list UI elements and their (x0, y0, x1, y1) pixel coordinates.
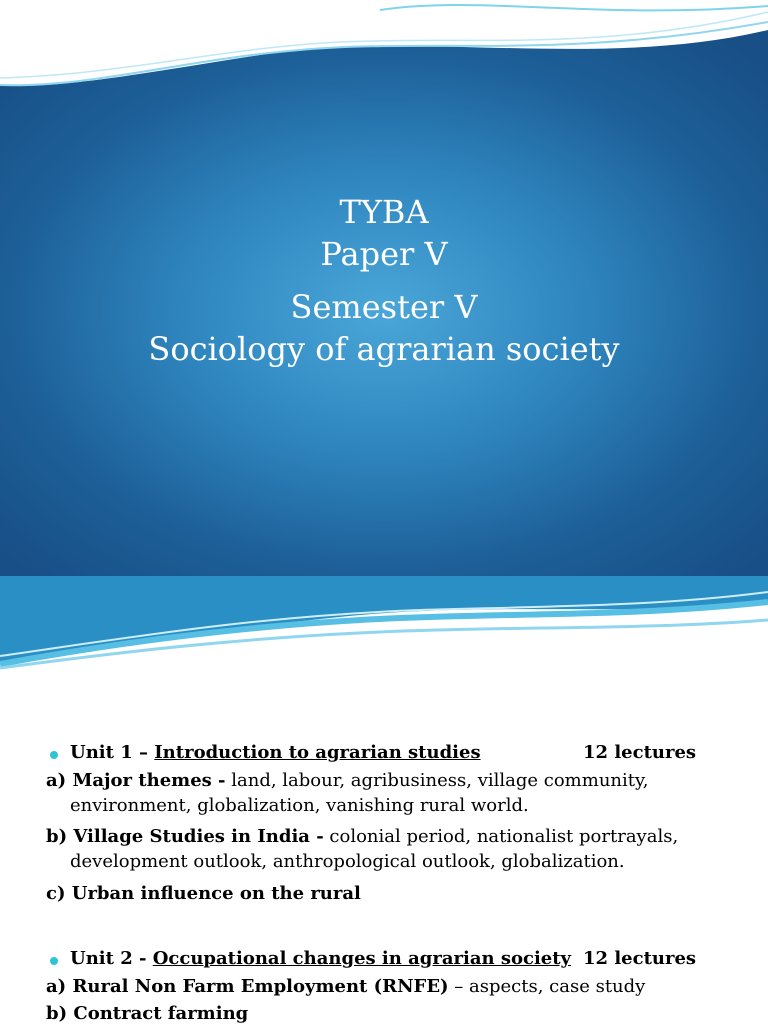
unit1-title: Introduction to agrarian studies (154, 742, 481, 763)
title-group (0, 193, 768, 368)
unit2-heading (70, 948, 571, 969)
wave-decoration-top (0, 0, 768, 90)
unit1-lectures: 12 lectures (583, 742, 697, 763)
title-line-1: TYBA (339, 193, 429, 231)
unit1-item-a-continued: environment, globalization, vanishing rural world. (70, 795, 529, 816)
unit2-lectures: 12 lectures (583, 948, 697, 969)
bullet-icon (50, 957, 58, 965)
unit2-prefix: Unit 2 - (70, 948, 153, 969)
unit2-title: Occupational changes in agrarian society (152, 948, 572, 969)
subtitle-line-2: Sociology of agrarian society (148, 329, 620, 368)
unit1-item-c: c) Urban influence on the rural (46, 883, 361, 904)
unit1-item-a: a) Major themes - land, labour, agribusiness, village community, (46, 770, 649, 791)
unit2-item-b: b) Contract farming (46, 1003, 249, 1024)
subtitle-line-1: Semester V (290, 288, 478, 327)
content-slide (0, 576, 768, 1024)
unit1-prefix: Unit 1 – (70, 742, 155, 763)
unit1-heading (70, 742, 481, 763)
unit1-item-b-continued: development outlook, anthropological outlook, globalization. (70, 851, 625, 872)
title-line-2: Paper V (320, 234, 448, 273)
unit1-item-b: b) Village Studies in India - colonial period, nationalist portrayals, (46, 826, 679, 847)
unit2-item-a: a) Rural Non Farm Employment (RNFE) – aspects, case study (46, 976, 646, 997)
bullet-icon (50, 751, 58, 759)
wave-decoration-header (0, 576, 768, 671)
